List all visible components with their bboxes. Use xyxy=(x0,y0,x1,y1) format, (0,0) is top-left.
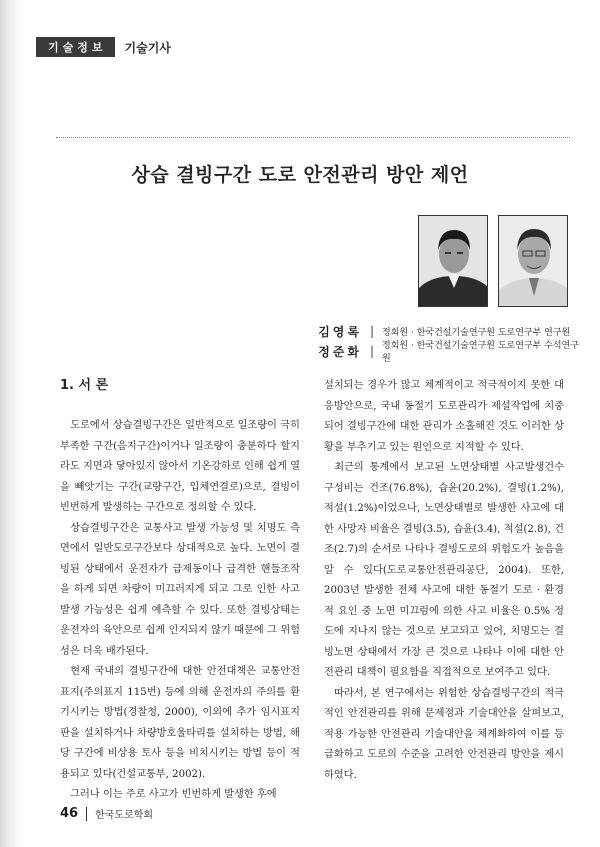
left-column xyxy=(60,375,300,806)
page-number: 46 xyxy=(60,806,79,821)
footer-divider xyxy=(86,807,87,821)
author-list xyxy=(300,321,582,364)
author-separator: | xyxy=(370,344,375,358)
publisher-name: 한국도로학회 xyxy=(95,810,154,821)
scan-edge xyxy=(0,0,24,847)
body-paragraph: 도로에서 상습결빙구간은 일반적으로 일조량이 극히 부족한 구간(음지구간)이거나 일조량이 충분하다 할지라도 지면과 닿아있지 않아서 기온강하로 인해 쉽게 열을 빼앗기는 구간(교량구간, 입체연결로)으로, 결빙이 빈번하게 발생하는 구간으로 정의할 수 있다. xyxy=(60,420,300,513)
section-heading: 1. 서 론 xyxy=(60,378,109,393)
article-title: 상습 결빙구간 도로 안전관리 방안 제언 xyxy=(131,164,469,186)
header-bar xyxy=(36,36,171,58)
author-name: 김영록 xyxy=(318,324,362,339)
section-badge: 기술정보 xyxy=(36,37,115,57)
body-paragraph: 현재 국내의 결빙구간에 대한 안전대책은 교통안전표지(주의표지 115번) 등에 의해 운전자의 주의를 환기시키는 방법(경찰청, 2000), 이외에 추가 임시표지판을 설치하거나 차량방호울타리를 설치하는 방법, 해당 구간에 비상용 토사 등을 비치시키는 방법 등이 적용되고 있다(건설교통부, 2002). xyxy=(60,666,300,780)
body-paragraph: 상습결빙구간은 교통사고 발생 가능성 및 치명도 측면에서 일반도로구간보다 상대적으로 높다. 노면이 결빙된 상태에서 운전자가 급제동이나 급격한 핸들조작을 하게 되면 차량이 미끄러지게 되고 그로 인한 사고발생 가능성은 쉽게 예측할 수 있다. 또한 결빙상태는 운전자의 육안으로 쉽게 인지되지 않기 때문에 그 위험성은 더욱 배가된다. xyxy=(60,522,300,657)
title-divider xyxy=(56,137,570,138)
body-paragraph: 설치되는 경우가 많고 체계적이고 적극적이지 못한 대응방안으로, 국내 동절기 도로관리가 제설작업에 치중되어 결빙구간에 대한 관리가 소홀해진 것도 이러한 상황을 부추기고 있는 원인으로 지적할 수 있다. xyxy=(324,380,564,453)
author-photos xyxy=(418,215,568,307)
right-column xyxy=(324,376,564,786)
body-paragraph: 그러나 이는 주로 사고가 빈번하게 발생한 후에 xyxy=(70,789,277,800)
author-photo-2 xyxy=(498,215,568,307)
body-paragraph: 따라서, 본 연구에서는 위험한 상습결빙구간의 적극적인 안전관리를 위해 문제점과 기술대안을 살펴보고, 적용 가능한 안전관리 기술대안을 체계화하여 이를 등급화하고 도로의 수준을 고려한 안전관리 방안을 제시하였다. xyxy=(324,687,564,781)
author-affiliation: 정회원 · 한국건설기술연구원 도로연구부 수석연구원 xyxy=(382,341,579,364)
author-separator: | xyxy=(370,324,375,338)
category-label: 기술기사 xyxy=(124,40,171,55)
author-entry xyxy=(300,341,582,364)
body-paragraph: 최근의 통계에서 보고된 노면상태별 사고발생건수 구성비는 건조(76.8%), 습윤(20.2%), 결빙(1.2%), 적설(1.2%)이었으나, 노면상태별로 발생한 사고에 대한 사망자 비율은 결빙(3.5), 습윤(3.4), 적설(2.8), 건조(2.7)의 순서로 나타나 결빙도로의 위험도가 높음을 알 수 있다(도로교통안전관리공단, 2004). 또한, 2003년 발생한 전체 사고에 대한 동절기 도로 · 환경적 요인 중 노면 미끄럼에 의한 사고 비율은 0.5% 정도에 지나지 않는 것으로 보고되고 있어, 치명도는 결빙노면 상태에서 가장 큰 것으로 나타나 이에 대한 안전관리 대책이 필요함을 직접적으로 보여주고 있다. xyxy=(324,462,564,678)
author-name: 정준화 xyxy=(318,344,362,359)
author-photo-1 xyxy=(418,215,488,307)
author-affiliation: 정회원 · 한국건설기술연구원 도로연구부 연구원 xyxy=(382,327,571,338)
page-footer xyxy=(60,806,153,821)
